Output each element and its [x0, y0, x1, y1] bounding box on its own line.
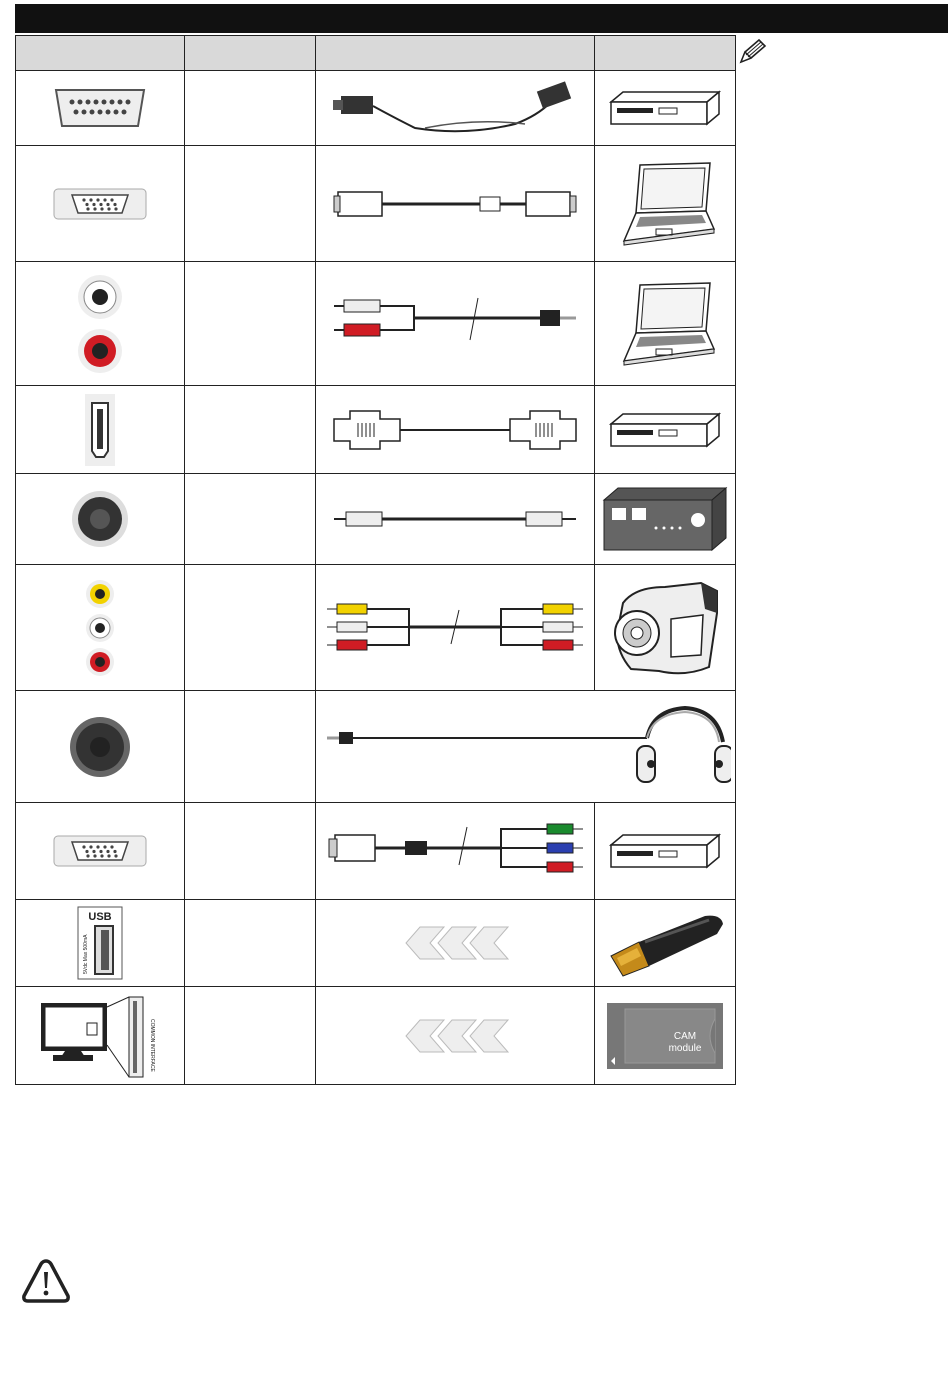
headphone-socket-icon: [16, 691, 185, 803]
title-bar: [15, 4, 948, 33]
type-cell: [185, 262, 316, 386]
insert-arrows-icon: [316, 900, 595, 987]
dvd-recorder-icon: [595, 386, 736, 474]
type-cell: [185, 474, 316, 565]
warning-triangle-icon: [22, 1258, 70, 1304]
table-row: [16, 262, 736, 386]
scart-cable-icon: [316, 71, 595, 146]
type-cell: [185, 803, 316, 900]
headphone-cable-icon: [316, 691, 736, 803]
table-row: [16, 987, 736, 1085]
table-row: [16, 146, 736, 262]
av-rca-sockets-icon: [16, 565, 185, 691]
connection-table: [15, 35, 736, 1085]
rca-to-jack-cable-icon: [316, 262, 595, 386]
usb-socket-icon: [16, 900, 185, 987]
usb-socket-label: USB: [88, 911, 112, 923]
vga-socket-icon: [16, 146, 185, 262]
ci-slot-icon: [16, 987, 185, 1085]
table-row: [16, 474, 736, 565]
coax-socket-icon: [16, 474, 185, 565]
table-row: [16, 71, 736, 146]
hdmi-cable-icon: [316, 386, 595, 474]
dvd-recorder-icon: [595, 71, 736, 146]
header-type: [185, 36, 316, 71]
insert-arrows-icon: [316, 987, 595, 1085]
amplifier-icon: [595, 474, 736, 565]
type-cell: [185, 146, 316, 262]
table-row: [16, 691, 736, 803]
av-cable-icon: [316, 565, 595, 691]
ypbpr-cable-icon: [316, 803, 595, 900]
scart-socket-icon: [16, 71, 185, 146]
ci-slot-label: COMMON INTERFACE: [149, 1018, 155, 1072]
usb-stick-icon: [595, 900, 736, 987]
type-cell: [185, 987, 316, 1085]
type-cell: [185, 71, 316, 146]
cam-module-icon: [595, 987, 736, 1085]
table-row: [16, 386, 736, 474]
coax-cable-icon: [316, 474, 595, 565]
hdmi-socket-icon: [16, 386, 185, 474]
laptop-icon: [595, 146, 736, 262]
dvd-recorder-icon: [595, 803, 736, 900]
header-cables: [316, 36, 595, 71]
usb-socket-rating: 5Vdc Max 500mA: [83, 934, 89, 974]
audio-rca-sockets-icon: [16, 262, 185, 386]
vga-socket-icon: [16, 803, 185, 900]
camcorder-icon: [595, 565, 736, 691]
table-row: [16, 900, 736, 987]
type-cell: [185, 900, 316, 987]
pencil-note-icon: [737, 38, 771, 66]
cam-label: CAM: [673, 1030, 697, 1042]
header-device: [595, 36, 736, 71]
table-row: [16, 565, 736, 691]
type-cell: [185, 565, 316, 691]
module-label: module: [668, 1042, 702, 1054]
vga-cable-icon: [316, 146, 595, 262]
header-connector: [16, 36, 185, 71]
table-row: [16, 803, 736, 900]
type-cell: [185, 386, 316, 474]
laptop-icon: [595, 262, 736, 386]
type-cell: [185, 691, 316, 803]
